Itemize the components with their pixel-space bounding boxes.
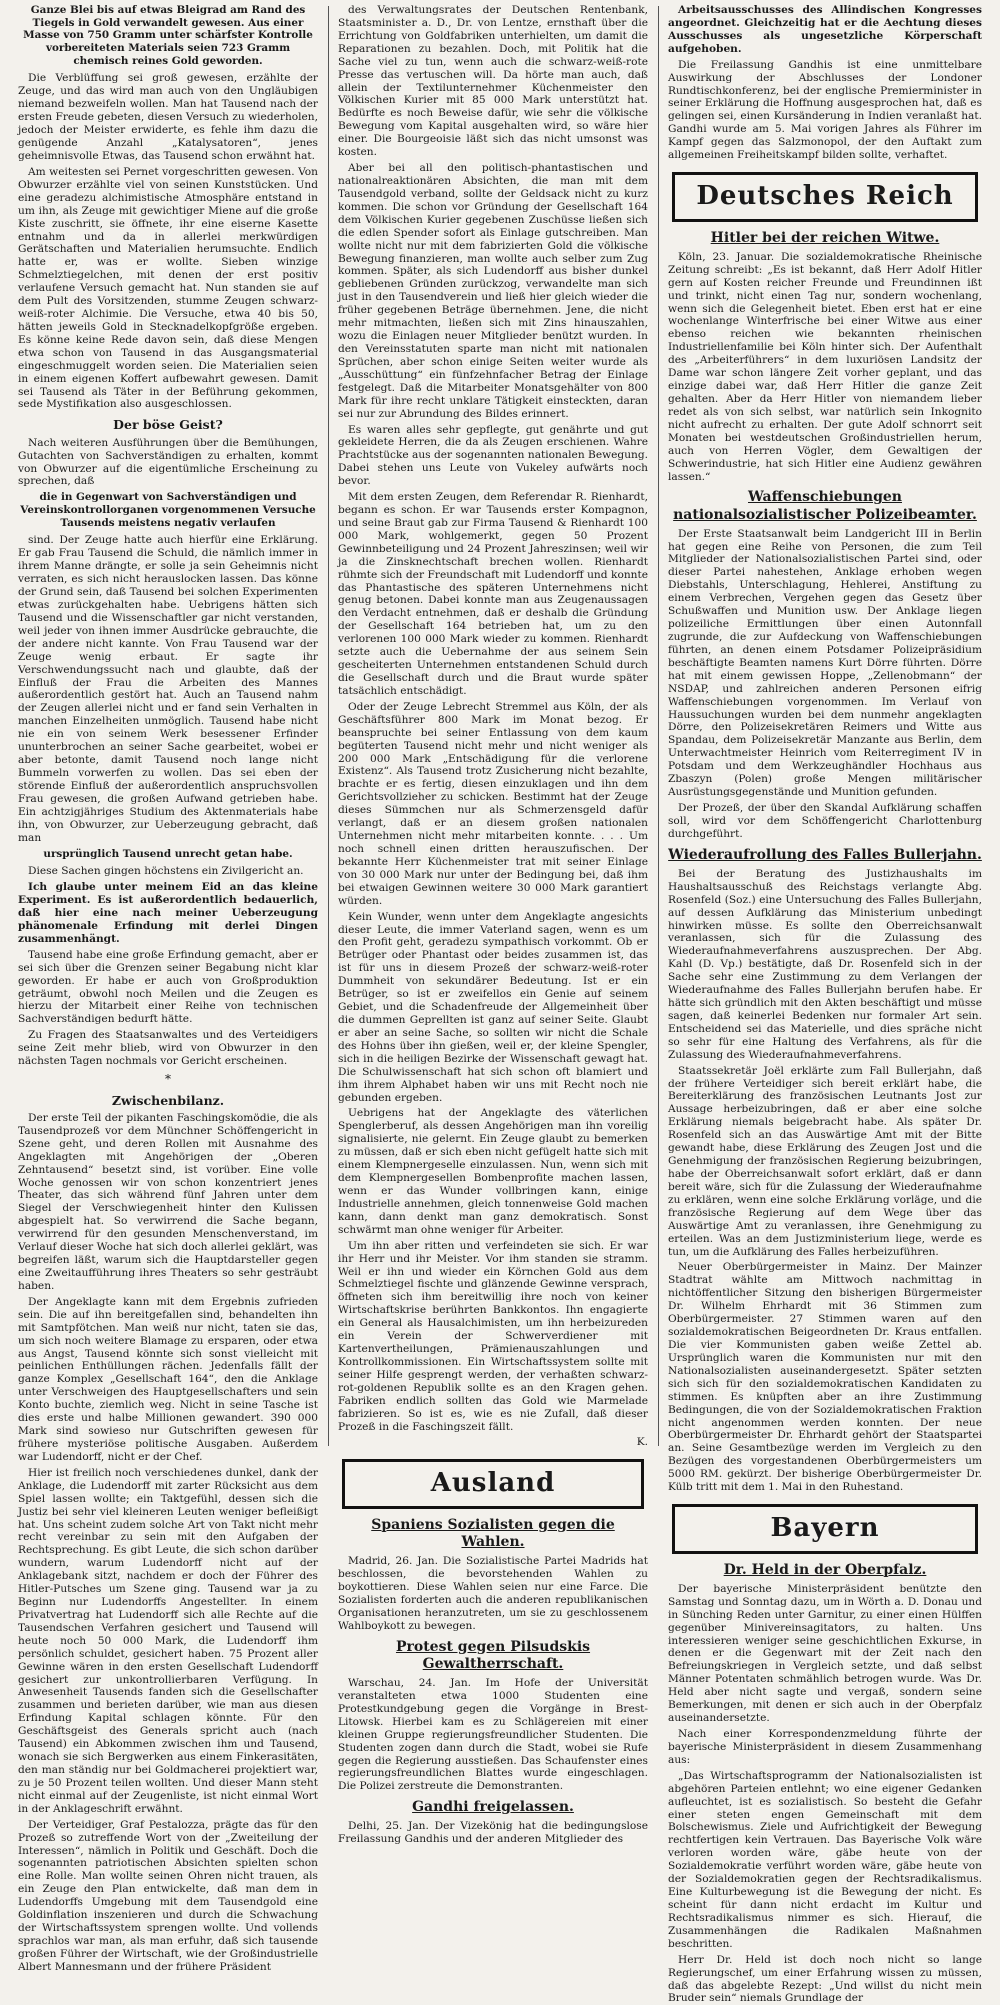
news-item: Köln, 23. Januar. Die sozialdemokratische Rheinische Zeitung schreibt: „Es ist bekannt, daß Herr Adolf Hitler gern auf Kosten reicher Freunde und Freundinnen ißt und trinkt, nicht einen Tag nur, sondern wochenlang, wenn sich die Gelegenheit bietet. Eben erst hat er eine wochenlange Winterfrische bei einer Witwe aus einer ebenso reichen wie bekannten rheinischen Industriellenfamilie bei Köln hinter sich. Der Aufenthalt des „Arbeiterführers“ in dem luxuriösen Landsitz der Dame war schon längere Zeit vorher geplant, und das einzige dabei war, daß Herr Hitler die ganze Zeit gehalten. Aber da Herr Hitler von niemandem lieber redet als von sich selbst, war natürlich sein Inkognito nicht aufrecht zu erhalten. Der gute Adolf schnorrt seit Monaten bei westdeutschen Großindustriellen herum, auch von Herren Vögler, dem Gewaltigen der Schwerindustrie, hat sich Hitler eine Audienz gewähren lassen.“ xyxy=(668,250,982,483)
article-paragraph: Tausend habe eine große Erfindung gemacht, aber er sei sich über die Grenzen seiner Begabung nicht klar geworden. Er habe er auch von Großproduktion geträumt, obwohl noch Meilen und die Zeugen es hierzu der Mitarbeit einer Reihe von technischen Sachverständigen bedurft hätte. xyxy=(18,948,318,1026)
article-paragraph: Der erste Teil der pikanten Faschingskomödie, die als Tausendprozeß vor dem Münchner Schöffengericht in Szene geht, und deren Rollen mit Ausnahme des Angeklagten mit Angehörigen der „Oberen Zehntausend“ besetzt sind, ist vorüber. Eine volle Woche genossen wir von schon konzentriert jenes Theater, das sich während fünf Jahren unter dem Siegel der Verschwiegenheit hinter den Kulissen abgespielt hat. So verwirrend die Sache begann, verwirrend für den gesunden Menschenverstand, im Verlauf dieser Woche hat sich doch allerlei geklärt, was begreifen läßt, warum sich die Hauptdarsteller gegen eine Zweitaufführung ihres Theaters so sehr gesträubt haben. xyxy=(18,1111,318,1292)
section-banner-bayern: Bayern xyxy=(672,1504,978,1554)
article-headline: Hitler bei der reichen Witwe. xyxy=(710,229,940,246)
article-headline: Gandhi freigelassen. xyxy=(412,1799,574,1816)
article-paragraph: Oder der Zeuge Lebrecht Stremmel aus Köln, der als Geschäftsführer 800 Mark im Monat bezog. Er beanspruchte bei seiner Entlassung von dem kaum begüterten Tausend nicht mehr und nicht weniger als 200 000 Mark „Entschädigung für die verlorene Existenz“. Als Tausend trotz Zusicherung nicht bezahlte, brachte er es fertig, diesen einzuklagen und ihn dem Gerichtsvollzieher zu schicken. Bestimmt hat der Zeuge dieses Sümmchen nur als Schmerzensgeld dafür verlangt, daß er an diesem großen nationalen Unternehmen nicht mehr mitarbeiten konnte. . . . Um noch schnell einen dritten herauszufischen. Der bekannte Herr Küchenmeister trat mit seiner Einlage von 30 000 Mark nur unter der Bedingung bei, daß ihm bei etwaigen Gewinnen weitere 30 000 Mark garantiert würden. xyxy=(338,700,648,907)
article-paragraph: Die Freilassung Gandhis ist eine unmittelbare Auswirkung der Abschlusses der Londoner Rundtischkonferenz, bei der englische Premierminister in seiner Erklärung die Hoffnung ausgesprochen hat, daß es gelingen sei, einen Kursänderung in Indien veranlaßt hat. Gandhi wurde am 5. Mai vorigen Jahres als Führer im Kampf gegen das Salzmonopol, der den Auftakt zum allgemeinen Freiheitskampf bilden sollte, verhaftet. xyxy=(668,58,982,162)
news-item: Delhi, 25. Jan. Der Vizekönig hat die bedingungslose Freilassung Gandhis und der anderen Mitglieder des xyxy=(338,1820,648,1846)
article-paragraph: Nach weiteren Ausführungen über die Bemühungen, Gutachten von Sachverständigen zu erhalten, kommt von Obwurzer auf die eigentümliche Erscheinung zu sprechen, daß xyxy=(18,436,318,488)
article-headline: Wiederaufrollung des Falles Bullerjahn. xyxy=(668,846,982,863)
news-item: Madrid, 26. Jan. Die Sozialistische Partei Madrids hat beschlossen, die bevorstehenden Wahlen zu boykottieren. Diese Wahlen seien nur eine Farce. Die Sozialisten forderten auch die anderen republikanischen Organisationen heranzutreten, um sie zu geschlossenem Wahlboykott zu bewegen. xyxy=(338,1555,648,1632)
section-banner-ausland: Ausland xyxy=(342,1459,644,1509)
article-paragraph: Mit dem ersten Zeugen, dem Referendar R. Rienhardt, begann es schon. Er war Tausends erster Kompagnon, und seine Braut gab zur Firma Tausend & Rienhardt 100 000 Mark, wohlgemerkt, gegen 50 Prozent Gewinnbeteiligung und 24 Prozent Jahreszinsen; weil wir ja die Zinsknechtschaft brechen wollen. Rienhardt rühmte sich der Freundschaft mit Ludendorff und konnte das Phantastische des späteren Unternehmens nicht genug betonen. Dabei konnte man aus Zeugenaussagen den Verdacht entnehmen, daß er deshalb die Gründung der Gesellschaft 164 betrieben hat, um zu den verlorenen 100 000 Mark wieder zu kommen. Rienhardt setzte auch die Uebernahme der aus seinem Sein gescheiterten Unternehmen entstandenen Schuld durch die Gesellschaft durch und die Braut wurde später tatsächlich entschädigt. xyxy=(338,491,648,697)
author-signature: K. xyxy=(636,1436,648,1449)
news-item: „Das Wirtschaftsprogramm der Nationalsozialisten ist abgehören Parteien entlehnt; wo eine eigener Gedanken aufleuchtet, ist es sozialistisch. So besteht die Gefahr einer steten engen Gemeinschaft mit dem Bolschewismus. Ziele und Aufrichtigkeit der Bewegung rechtfertigen kein Vertrauen. Das Bayerische Volk wäre verloren worden wäre, gäbe heute von der Sozialdemokratie verführt worden wäre, gäbe heute von der Sozialdemokratien gegen der Rechtsradikalismus. Eine Kulturbewegung ist die Bewegung der nicht. Es scheint für dann nicht erdacht im Kultur und Rechtsradikalismus nimmer es sich. Hierauf, die Zusammenhängen die Radikalen Maßnahmen beschritten. xyxy=(668,1769,982,1950)
section-banner-deutsches-reich: Deutsches Reich xyxy=(672,172,978,222)
article-headline: Dr. Held in der Oberpfalz. xyxy=(723,1561,927,1578)
lead-paragraph: Ganze Blei bis auf etwas Bleigrad am Rand des Tiegels in Gold verwandelt gewesen. Aus einer Masse von 750 Gramm unter schärfster Kontrolle vorbereiteten Materials seien 723 Gramm chemisch reines Gold geworden. xyxy=(23,4,313,67)
article-paragraph: Der Angeklagte kann mit dem Ergebnis zufrieden sein. Die auf ihn bereitgefallen sind, behandelten ihn mit Samtpfötchen. Man weiß nur nicht, taten sie das, um sich noch weitere Blamage zu ersparen, oder etwa aus Angst, Tausend könnte sich sonst vielleicht mit peinlichen Enthüllungen rächen. Jedenfalls fällt der ganze Komplex „Gesellschaft 164“, den die Anklage unter Verschweigen des Hauptgesellschafters und sein Konto buchte, ziemlich weg. Nicht in seine Tasche ist dies erste und halbe Millionen gewandert. 390 000 Mark sind sowieso nur Gutschriften gewesen für frühere mysteriöse politische Ausgaben. Außerdem war Ludendorff, nicht er der Chef. xyxy=(18,1295,318,1463)
news-item: Herr Dr. Held ist doch noch nicht so lange Regierungschef, um einer Erfahrung wissen zu müssen, daß das abgelebte Rezept: „Und willst du nicht mein Bruder sein“ niemals Grundlage der xyxy=(668,1953,982,2005)
article-paragraph: Zu Fragen des Staatsanwaltes und des Verteidigers seine Zeit mehr blieb, wird von Obwurzer in den nächsten Tagen nochmals vor Gericht erscheinen. xyxy=(18,1029,318,1068)
news-item: Der bayerische Ministerpräsident benützte den Samstag und Sonntag dazu, um in Wörth a. D. Donau und in Sünching Reden unter Garnitur, zu einer einen Hülffen gegenüber Minivereinsagitators, zu halten. Uns interessieren weniger seine geschichtlichen Exkurse, in denen er die Gegenwart mit der Zeit nach den Befreiungskriegen in Vergleich setzte, und daß selbst Männer Potentaten schmählich betrogen wurde. Was Dr. Held aber nicht sagte und vergaß, sondern seine Bemerkungen, mit denen er sich auch in der Oberpfalz auseinandersetzte. xyxy=(668,1582,982,1725)
news-item: Neuer Oberbürgermeister in Mainz. Der Mainzer Stadtrat wählte am Mittwoch nachmittag in nichtöffentlicher Sitzung den bisherigen Bürgermeister Dr. Wilhelm Ehrhardt mit 36 Stimmen zum Oberbürgermeister. 27 Stimmen waren auf den sozialdemokratischen Beigeordneten Dr. Kraus entfallen. Die vier Kommunisten gaben weiße Zettel ab. Ursprünglich waren die Kommunisten nur mit den Nationalsozialisten auseinandergesetzt. Später setzten sich sich für den sozialdemokratischen Kandidaten zu stimmen. Es knüpften aber an ihre Zustimmung Bedingungen, die von der Sozialdemokratischen Fraktion nicht angenommen werden konnten. Der neue Oberbürgermeister Dr. Ehrhardt gehört der Staatspartei an. Seine Gesamtbezüge werden im Vergleich zu den Bezügen des vorgestandenen Oberbürgermeisters um 5000 RM. gekürzt. Der bisherige Oberbürgermeister Dr. Külb tritt mit dem 1. Mai in den Ruhestand. xyxy=(668,1261,982,1494)
article-paragraph: Es waren alles sehr gepflegte, gut genährte und gut gekleidete Herren, die da als Zeugen erschienen. Wahre Prachtstücke aus der sogenannten nationalen Bewegung. Dabei stehen uns Leute von Vukeley aufwärts noch bevor. xyxy=(338,423,648,488)
article-paragraph: Am weitesten sei Pernet vorgeschritten gewesen. Von Obwurzer erzählte viel von seinen Kunststücken. Und eine geradezu alchimistische Atmosphäre entstand in um ihn, als Zeuge mit gewichtiger Miene auf die große Kiste zuschritt, sie öffnete, ihr eine eiserne Kasette entnahm und da in allerlei merkwürdigen Gerätschaften und Materialien herumsuchte. Endlich hatte er, was er wollte. Sieben winzige Schmelztiegelchen, mit denen der erst positiv verlaufene Versuch gemacht hat. Nun standen sie auf dem Pult des Vorsitzenden, stumme Zeugen schwarz-weiß-roter Alchimie. Die Versuche, etwa 40 bis 50, hätten jeweils Gold in Stecknadelkopfgröße ergeben. Es könne keine Rede davon sein, daß diese Mengen etwa schon von Tausend in das Ausgangsmaterial eingeschmuggelt worden seien. Die Materialien seien in einem eigenen Koffert aufbewahrt gewesen. Damit sei Tausend als Täter in der Beführung gekommen, sede Mystifikation also ausgeschlossen. xyxy=(18,165,318,411)
article-headline: Spaniens Sozialisten gegen die Wahlen. xyxy=(371,1517,615,1551)
article-paragraph: Arbeitsausschusses des Allindischen Kongresses angeordnet. Gleichzeitig hat er die Aechtung dieses Ausschusses als ungesetzliche Körperschaft aufgehoben. xyxy=(668,4,982,55)
column-middle xyxy=(338,4,648,1846)
bold-paragraph: Ich glaube unter meinem Eid an das kleine Experiment. Es ist außerordentlich bedauerlich, daß hier eine nach meiner Ueberzeugung phänomenale Erfindung mit derlei Dingen zusammenhängt. xyxy=(18,881,318,945)
separator-asterisk: * xyxy=(165,1072,171,1087)
article-headline: Protest gegen Pilsudskis Gewaltherrschaft. xyxy=(395,1638,591,1672)
article-paragraph: Um ihn aber ritten und verfeindeten sie sich. Er war ihr Herr und ihr Meister. Vor ihm standen sie stramm. Weil er ihn und wieder ein Körnchen Gold aus dem Schmelztiegel fischte und glänzende Gewinne versprach, öffneten sich ihm bereitwillig ihre noch von keiner Wirtschaftskrise berührten Bankkontos. Ihn engagierte ein General als Hausalchimisten, um ihn herbeizureden ein Verein der Schwerverdiener mit Kartenvertheilungen, Prämienauszahlungen und Kontrollkommissionen. Ein Wirtschaftssystem sollte mit seiner Hilfe gesprengt werden, der verhaßten schwarz-rot-goldenen Republik sollte es an den Kragen gehen. Fabriken endlich sollten das Gold wie Marmelade fabrizieren. So ist es, wie es nie Zufall, daß dieser Prozeß in die Faschingszeit fällt. xyxy=(338,1239,648,1433)
column-rule xyxy=(658,6,659,1446)
news-item: Bei der Beratung des Justizhaushalts im Haushaltsausschuß des Reichstags verlangte Abg. Rosenfeld (Soz.) eine Untersuchung des Falles Bullerjahn, auf dessen Aufklärung das Ministerium unbedingt hinwirken müsse. Es sollte den Oberreichsanwalt veranlassen, sich für die Zulassung des Wiederaufnahmeverfahrens auszusprechen. Der Abg. Kahl (D. Vp.) bestätigte, daß Dr. Rosenfeld sich in der Sache sehr eine Zustimmung zu dem Verlangen der Wiederaufnahme des Falles Bullerjahn berufen habe. Er hätte sich gründlich mit den Akten beschäftigt und müsse sagen, daß keinerlei Bedenken nur formaler Art sein. Entscheidend sei das Materielle, und dies spräche nicht so sehr für eine Haltung des Verfahrens, als für die Zulassung des Wiederaufnahmeverfahrens. xyxy=(668,867,982,1061)
article-paragraph: Der Verteidiger, Graf Pestalozza, prägte das für den Prozeß so zutreffende Wort von der „Zweiteilung der Interessen“, nämlich in Politik und Geschäft. Doch die sogenannten patriotischen Absichten spielten schon eine Rolle. Man wollte seinen Ohren nicht trauen, als ein Zeuge den Plan entwickelte, daß man dem in Ludendorffs Umgebung mit dem Tausendgold eine Goldinflation inszenieren und durch die Schwachung der Wirtschaftssystem sprengen wollte. Und vollends sprachlos war man, als man erfuhr, daß sich tausende großen Führer der Wirtschaft, wie der Großindustrielle Albert Mannesmann und der frühere Präsident xyxy=(18,1818,318,1973)
article-paragraph: Uebrigens hat der Angeklagte des väterlichen Spenglerberuf, als dessen Angehörigen man ihn voreilig signalisierte, nie gelernt. Ein Zeuge glaubt zu bemerken zu müssen, daß er sich eben nicht gefügelt hatte sich mit einem Klempnergeselle einzulassen. Nun, wenn sich mit dem Klempnergesellen Bombenprofite machen lassen, wenn er das Wunder vollbringen kann, einige Industrielle annehmen, gleich tonnenweise Gold machen kann, dann denkt man ganz demokratisch. Sonst schwärmt man ohne weniger für Arbeiter. xyxy=(338,1107,648,1236)
column-right xyxy=(668,4,982,2005)
column-left xyxy=(18,4,318,1973)
article-paragraph: Kein Wunder, wenn unter dem Angeklagte angesichts dieser Leute, die immer Vaterland sagen, wenn es um den Profit geht, geradezu sympathisch vorkommt. Ob er Betrüger oder Phantast oder beides zusammen ist, das ist für uns in diesem Prozeß der schwarz-weiß-roter Dummheit von sekundärer Bedeutung. Ist er ein Betrüger, so ist er zweifellos ein Genie auf seinem Gebiet, und die Schadenfreude der Allgemeinheit über die dummen Geprellten ist ganz auf seiner Seite. Glaubt er aber an seine Sache, so sollten wir nicht die Schale des Hohns über ihn gießen, weil er, der kleine Spengler, sich in die heiligen Bezirke der Wissenschaft gewagt hat. Die Schulwissenschaft hat sich schon oft blamiert und ihm ihrem Alphabet haben wir uns mit Recht noch nie gebunden ergeben. xyxy=(338,910,648,1104)
article-paragraph: Die Verblüffung sei groß gewesen, erzählte der Zeuge, und das wird man auch von den Ungläubigen niemand bezweifeln wollen. Man hat Tausend nach der ersten Freude gebeten, diesen Versuch zu wiederholen, jedoch der Meister erwiderte, es fehle ihm dazu die genügende Anzahl „Katalysatoren“, jenes geheimnisvolle Etwas, das Tausend schon erwähnt hat. xyxy=(18,72,318,162)
bold-insert: die in Gegenwart von Sachverständigen und Vereinskontrollorganen vorgenommenen Versuche Tausends meistens negativ verlaufen xyxy=(20,491,316,529)
article-paragraph: des Verwaltungsrates der Deutschen Rentenbank, Staatsminister a. D., Dr. von Lentze, ernsthaft über die Errichtung von Goldfabriken unterhielten, um damit die Reparationen zu bezahlen. Doch, mit Politik hat die Sache viel zu tun, wenn auch die schwarz-weiß-rote Presse das vertuschen will. Da hörte man auch, daß allein der Textilunternehmer Küchenmeister den Völkischen Kurier mit 85 000 Mark unterstützt hat. Bedürfte es noch Beweise dafür, wie sehr die völkische Bewegung vom Kapital ausgehalten wird, so wäre hier einer. Die Bourgeoisie läßt sich das nicht umsonst was kosten. xyxy=(338,4,648,159)
article-paragraph: Diese Sachen gingen höchstens ein Zivilgericht an. xyxy=(28,865,304,878)
article-paragraph: sind. Der Zeuge hatte auch hierfür eine Erklärung. Er gab Frau Tausend die Schuld, die nämlich immer in ihrem Manne drängte, er solle ja sein Geheimnis nicht verraten, es sich nicht herauslocken lassen. Das könne der Grund sein, daß Tausend bei solchen Experimenten etwas zurückgehalten habe. Uebrigens hätten sich Tausend und die Wissenschaftler gar nicht verstanden, weil jeder von ihnen immer Ausdrücke gebrauchte, die der andere nicht kannte. Von Frau Tausend war der Zeuge wenig erbaut. Er sagte ihr Verschwendungssucht nach und glaubte, daß der Einfluß der Frau die Arbeiten des Mannes außerordentlich gestört hat. Auch an Tausend nahm der Zeugen allerlei nicht und er fand sein Verhalten in manchen Einzelheiten unmöglich. Tausend habe nicht nie ein von seinem Werk besessener Erfinder ununterbrochen an seiner Sache gearbeitet, wobei er aber betonte, damit Tausend noch lange nicht Bummeln vorwerfen zu wollen. Das sei eben der störende Einfluß der außerordentlich anspruchsvollen Frau gewesen, die großen Aufwand getrieben habe. Ein achtzigjähriges Studium des Aktenmaterials habe ihn, von Obwurzer, zur Ueberzeugung gebracht, daß man xyxy=(18,534,318,844)
article-headline: Waffenschiebungen nationalsozialistischer Polizeibeamter. xyxy=(673,489,977,523)
news-item: Staatssekretär Joël erklärte zum Fall Bullerjahn, daß der frühere Verteidiger sich bereit erklärt habe, die Bereiterklärung des französischen Leutnants Jost zur Aussage herbeizubringen, daß er aber eine solche Erklärung niemals beigebracht habe. Als später Dr. Rosenfeld sich an das Auswärtige Amt mit der Bitte gewandt habe, diese Erklärung des Zeugen Jost und die Genehmigung der französischen Regierung beizubringen, habe der Oberreichsanwalt sofort erklärt, daß er dann bereit wäre, sich für die Zulassung der Wiederaufnahme zu erklären, wenn eine solche Erklärung vorläge, und die französische Regierung auf dem Wege über das Auswärtige Amt zu veranlassen, ihre Genehmigung zu erteilen. Was an dem Justizministerium liege, werde es tun, um die Aufklärung des Falles herbeizuführen. xyxy=(668,1064,982,1258)
news-item: Warschau, 24. Jan. Im Hofe der Universität veranstalteten etwa 1000 Studenten eine Protestkundgebung gegen die Vorgänge in Brest-Litowsk. Hierbei kam es zu Schlägereien mit einer kleinen Gruppe regierungsfreundlicher Studenten. Die Studenten zogen dann durch die Stadt, wobei sie Rufe gegen die Regierung ausstießen. Das Schaufenster eines regierungsfreundlichen Blattes wurde eingeschlagen. Die Polizei zerstreute die Demonstranten. xyxy=(338,1676,648,1793)
column-rule xyxy=(328,6,329,1446)
article-paragraph: Aber bei all den politisch-phantastischen und nationalreaktionären Absichten, die man mit dem Tausendgold verband, sollte der Geldsack nicht zu kurz kommen. Die schon vor Gründung der Gesellschaft 164 dem Völkischen Kurier gegebenen Zuschüsse ließen sich die edlen Spender sofort als Einlage gutschreiben. Man wollte nicht nur mit dem fabrizierten Gold die völkische Bewegung finanzieren, man wollte auch selber zum Zug kommen. Später, als sich Ludendorff aus bisher dunkel gebliebenen Gründen zurückzog, verwandelte man sich just in den Tausendverein und ließ hier gleich wieder die früher gegebenen Beträge übernehmen. Jene, die nicht mehr mitmachten, ließen sich mit Zins hinauszahlen, wozu die Einlagen neuer Mitglieder benützt wurden. In den Vereinsstatuten sparte man nicht mit nationalen Sprüchen, aber schon einige Seiten weiter wurde als „Ausschüttung“ ein fünfzehnfacher Betrag der Einlage festgelegt. Daß die Mitarbeiter Monatsgehälter von 800 Mark für ihre recht unklare Tätigkeit einsteckten, daran sei nur zur Abrundung des Bildes erinnert. xyxy=(338,162,648,420)
article-paragraph: Hier ist freilich noch verschiedenes dunkel, dank der Anklage, die Ludendorff mit zarter Rücksicht aus dem Spiel lassen wollte; ein Taktgefühl, dessen sich die Justiz bei sehr viel kleineren Leuten weniger befleißigt hat. Uns scheint zudem solche Art von Takt nicht mehr recht vereinbar zu sein mit den Aufgaben der Rechtsprechung. Es gibt Leute, die sich schon darüber wundern, warum Ludendorff nicht auf der Anklagebank sitzt, nachdem er doch der Führer des Hitler-Putsches um Szene ging. Tausend war ja zu Beginn nur Ludendorffs Angestellter. In einem Privatvertrag hat Ludendorff sich alle Rechte auf die Tausendschen Verfahren gesichert und Tausend will heute noch 50 000 Mark, die Ludendorff ihm persönlich schuldet, gesichert haben. 75 Prozent aller Gewinne wären in den ersten Gesellschaft Ludendorff gesichert zur unkontrollierbaren Verfügung. In Anwesenheit Tausends fanden sich die Gesellschafter zusammen und berieten darüber, wie man aus diesen Erfindung Kapital schlagen könnte. Für den Geschäftsgeist des Generals spricht auch (nach Tausend) ein Abkommen zwischen ihm und Tausend, wonach sie sich Bergwerken aus einem Finkerasitäten, den man ständig nur bei Goldmacherei projektiert war, zu je 50 Prozent teilen wollten. Und dieser Mann steht nicht einmal auf der Zeugenliste, ist nicht einmal Wort in der Anklageschrift erwähnt. xyxy=(18,1466,318,1815)
news-item: Nach einer Korrespondenzmeldung führte der bayerische Ministerpräsident in diesem Zusammenhang aus: xyxy=(668,1728,982,1766)
section-heading: Der böse Geist? xyxy=(113,417,223,433)
section-heading: Zwischenbilanz. xyxy=(111,1092,225,1108)
news-item: Der Erste Staatsanwalt beim Landgericht III in Berlin hat gegen eine Reihe von Personen, die zum Teil Mitglieder der Nationalsozialistischen Partei sind, oder dieser Partei nahestehen, Anklage erhoben wegen Diebstahls, Unterschlagung, Hehlerei, Anstiftung zu einem Verbrechen, Vergehen gegen das Gesetz über Schußwaffen und Munition usw. Der Anklage liegen polizeiliche Ermittlungen über einen Autonnfall zugrunde, die zur Aufdeckung von Waffenschiebungen führten, an denen einem Potsdamer Polizeipräsidium beschäftigte Beamten namens Kurt Dörre führten. Dörre hat mit einem gewissen Hoppe, „Zellenobmann“ der NSDAP, und zahlreichen anderen Personen eifrig Waffenschiebungen vorgenommen. Im Verlauf von Haussuchungen wurden bei dem nunmehr angeklagten Dörre, den Polizeisekretären Reimers und Witte aus Spandau, dem Polizeisekretär Manzante aus Berlin, dem Unterwachtmeister Heinrich vom Reiterregiment IV in Potsdam und dem Werkzeughändler Hochhaus aus Zbaszyn (Polen) große Mengen militärischer Ausrüstungsgegenstände und Munition gefunden. xyxy=(668,527,982,799)
news-item: Der Prozeß, der über den Skandal Aufklärung schaffen soll, wird vor dem Schöffengericht Charlottenburg durchgeführt. xyxy=(668,801,982,840)
bold-insert: ursprünglich Tausend unrecht getan habe. xyxy=(43,847,293,860)
